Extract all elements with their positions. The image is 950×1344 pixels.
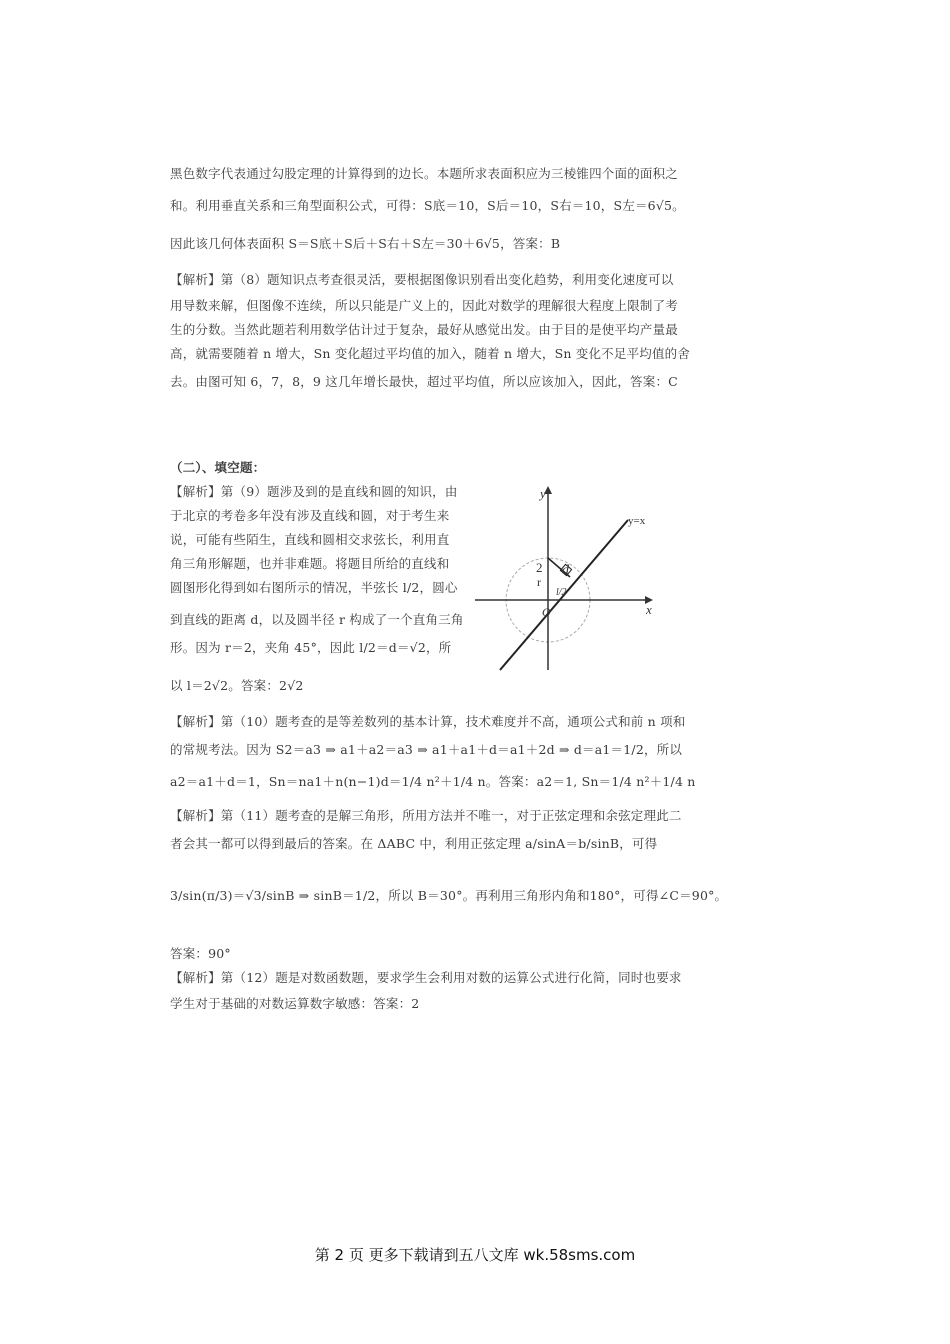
line-label: y=x — [628, 515, 646, 527]
d-label: d — [562, 563, 569, 578]
text-line: 形。因为 r＝2，夹角 45°，因此 l/2＝d＝√2，所 — [170, 640, 452, 655]
origin-label: O — [542, 605, 551, 619]
text-line: 学生对于基础的对数运算数字敏感：答案：2 — [170, 996, 420, 1011]
y-axis-label: y — [540, 486, 546, 501]
analysis-q8-line: 【解析】第（8）题知识点考查很灵活，要根据图像识别看出变化趋势，利用变化速度可以 — [170, 272, 674, 287]
text-line: 以 l＝2√2。答案：2√2 — [170, 678, 304, 693]
line-circle-figure — [470, 480, 670, 680]
text-line: 到直线的距离 d，以及圆半径 r 构成了一个直角三角 — [170, 612, 464, 627]
text-line: 于北京的考卷多年没有涉及直线和圆，对于考生来 — [170, 508, 450, 523]
text-line: 黑色数字代表通过勾股定理的计算得到的边长。本题所求表面积应为三棱锥四个面的面积之 — [170, 166, 679, 181]
text-line: 生的分数。当然此题若利用数学估计过于复杂，最好从感觉出发。由于目的是使平均产量最 — [170, 322, 679, 337]
analysis-q12-line: 【解析】第（12）题是对数函数题，要求学生会利用对数的运算公式进行化简，同时也要求 — [170, 970, 682, 985]
text-line: 和。利用垂直关系和三角型面积公式，可得：S底＝10，S后＝10，S右＝10，S左＝6√5。 — [170, 198, 685, 213]
text-line: 说，可能有些陌生，直线和圆相交求弦长，利用直 — [170, 532, 450, 547]
text-line: 角三角形解题，也并非难题。将题目所给的直线和 — [170, 556, 450, 571]
text-line: 圆图形化得到如右图所示的情况，半弦长 l/2，圆心 — [170, 580, 458, 595]
text-line: a2＝a1＋d＝1，Sn＝na1＋n(n−1)d＝1/4 n²＋1/4 n。答案：a2＝1, Sn＝1/4 n²＋1/4 n — [170, 774, 696, 789]
text-line: 去。由图可知 6，7，8，9 这几年增长最快，超过平均值，所以应该加入，因此，答案：C — [170, 374, 678, 389]
analysis-q10-line: 【解析】第（10）题考查的是等差数列的基本计算，技术难度并不高，通项公式和前 n 项和 — [170, 714, 686, 729]
r-label: r — [537, 575, 541, 589]
text-line: 的常规考法。因为 S2＝a3 ⇒ a1＋a2＝a3 ⇒ a1＋a1＋d＝a1＋2d ⇒ d＝a1＝1/2，所以 — [170, 742, 683, 757]
text-line: 高，就需要随着 n 增大，Sn 变化超过平均值的加入，随着 n 增大，Sn 变化不足平均值的舍 — [170, 346, 691, 361]
x-axis-label: x — [646, 602, 652, 617]
text-line: 用导数来解，但图像不连续，所以只能是广义上的，因此对数学的理解很大程度上限制了考 — [170, 298, 679, 313]
half-chord-label: l/2 — [556, 587, 567, 598]
two-label: 2 — [536, 560, 543, 575]
analysis-q11-line: 【解析】第（11）题考查的是解三角形，所用方法并不唯一，对于正弦定理和余弦定理此二 — [170, 808, 682, 823]
answer-line: 答案：90° — [170, 946, 231, 961]
page-footer: 第 2 页 更多下载请到五八文库 wk.58sms.com — [314, 1246, 636, 1264]
analysis-q9-line: 【解析】第（9）题涉及到的是直线和圆的知识，由 — [170, 484, 458, 499]
text-line: 3/sin(π/3)＝√3/sinB ⇒ sinB＝1/2，所以 B＝30°。再利用三角形内角和180°，可得∠C＝90°。 — [170, 888, 728, 903]
section-heading: （二）、填空题： — [170, 460, 266, 475]
text-line: 者会其一都可以得到最后的答案。在 ΔABC 中，利用正弦定理 a/sinA＝b/sinB，可得 — [170, 836, 658, 851]
text-line: 因此该几何体表面积 S＝S底＋S后＋S右＋S左＝30＋6√5，答案：B — [170, 236, 561, 251]
